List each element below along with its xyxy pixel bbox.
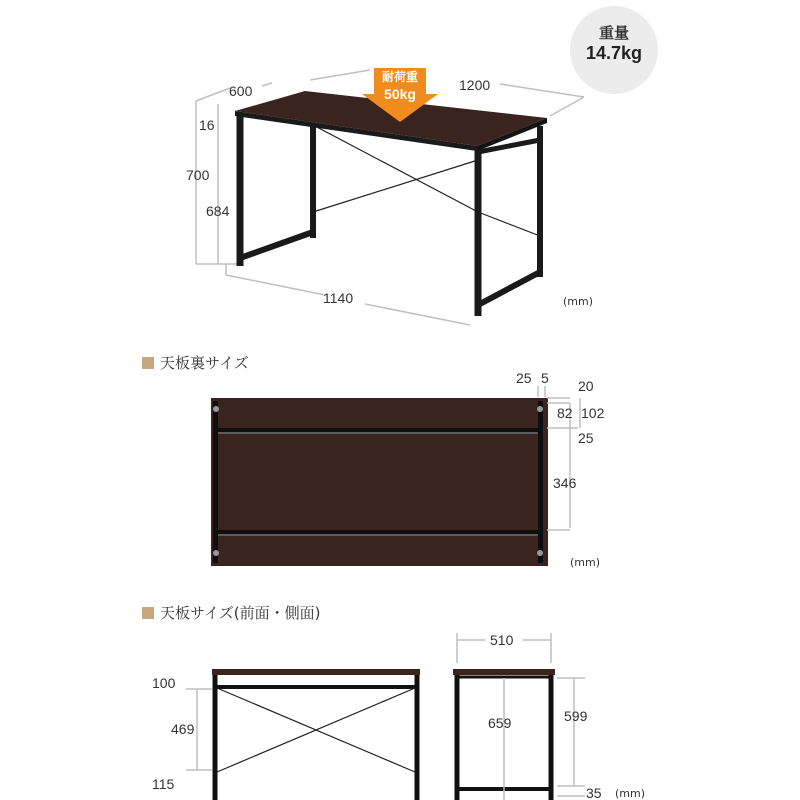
dim-115-label: 115 [152,776,175,792]
screw-icon [537,550,543,556]
side-view [453,632,645,800]
dim-100-label: 100 [152,675,176,691]
dim-510-label: 510 [490,632,514,648]
screw-icon [213,550,219,556]
underside-title: 天板裏サイズ [160,354,249,372]
inner-width-label: 1140 [323,290,354,306]
width-dim-line-left [310,70,370,80]
dim-102-label: 102 [581,405,605,421]
dim-599-label: 599 [564,708,588,724]
height-label: 700 [186,167,210,183]
screw-icon [213,406,219,412]
right-side-rail [478,272,540,305]
dim-35-label: 35 [586,785,602,800]
underside-view [211,370,605,569]
dim-659-label: 659 [488,715,512,731]
underside-unit: (mm) [570,556,601,569]
underside-left-rail [213,401,218,563]
width-dim-line-right [500,84,584,97]
dim-82-label: 82 [557,405,573,421]
front-side-unit: (mm) [615,787,646,800]
width-dim-end [550,97,584,116]
underside-right-rail [538,401,543,563]
inner-width-dim-right [365,304,470,325]
dim-25b-label: 25 [578,430,594,446]
dim-25-label: 25 [516,370,532,386]
dim-5-label: 5 [541,370,549,386]
weight-label: 重量 [598,24,629,42]
weight-value: 14.7kg [585,43,643,63]
perspective-desk [186,68,593,325]
dim-20-label: 20 [578,378,594,394]
depth-dim-line-2 [262,83,272,86]
side-tabletop [453,669,555,675]
perspective-unit: (mm) [563,295,594,308]
left-side-rail [240,232,313,258]
inner-width-dim-left [226,275,325,295]
screw-icon [537,406,543,412]
back-brace-b [313,160,478,212]
front-side-title: 天板サイズ(前面・側面) [160,604,321,622]
width-label: 1200 [459,77,491,93]
front-tabletop [212,669,420,675]
dim-346-label: 346 [553,475,577,491]
depth-dim-line [196,88,230,101]
load-value: 50kg [384,86,416,102]
dim-469-label: 469 [171,721,195,737]
underside-panel [211,398,548,566]
back-brace-c [478,212,540,236]
load-label: 耐荷重 [381,70,419,84]
depth-label: 600 [229,83,253,99]
top-thickness-label: 16 [199,117,215,133]
leg-height-label: 684 [206,203,230,219]
front-view [152,669,420,800]
